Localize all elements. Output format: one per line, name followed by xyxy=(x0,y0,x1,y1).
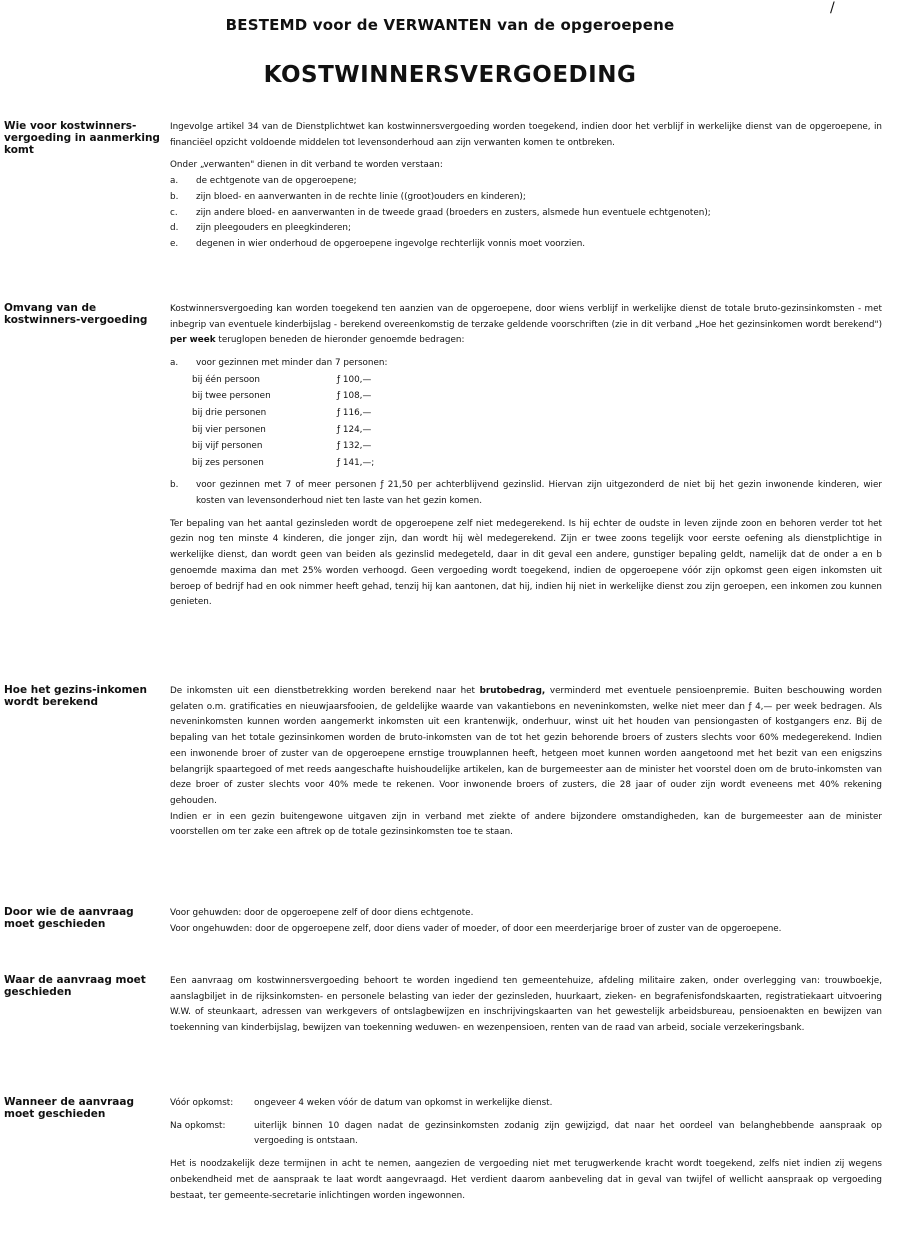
list-item: a. voor gezinnen met minder dan 7 personen: xyxy=(170,358,388,369)
paragraph: Indien er in een gezin buitengewone uitgaven zijn in verband met ziekte of andere bijzondere omstandigheden, kan de burgemeester aan de minister voorstellen om ter zake een aftrek op de totale gezinsinkomsten toe te staan. xyxy=(170,811,882,838)
term-label: Na opkomst: xyxy=(170,1120,226,1131)
term-row xyxy=(170,1096,882,1112)
paragraph: Het is noodzakelijk deze termijnen in acht te nemen, aangezien de vergoeding niet met terugwerkende kracht wordt toegekend, zelfs niet indien zij wegens onbekendheid met de aanspraak te laat wordt aangevraagd. Het verdient daarom aanbeveling dat in geval van twijfel of wellicht aanspraak op vergoeding bestaat, ter gemeente-secretarie inlichtingen worden ingewonnen. xyxy=(170,1159,882,1201)
term-text: uiterlijk binnen 10 dagen nadat de gezinsinkomsten zodanig zijn gewijzigd, dat naar het oordeel van belanghebbende aanspraak op vergoeding is ontstaan. xyxy=(254,1120,882,1147)
list-item: e. degenen in wier onderhoud de opgeroepene ingevolge rechterlijk vonnis moet voorzien. xyxy=(170,238,586,249)
page-title: KOSTWINNERSVERGOEDING xyxy=(263,62,637,88)
list-item: b. zijn bloed- en aanverwanten in de rechte linie ((groot)ouders en kinderen); xyxy=(170,191,526,202)
amount-row: bij vier personen ƒ 124,— xyxy=(192,424,372,435)
list-item: b. voor gezinnen met 7 of meer personen ƒ 21,50 per achterblijvend gezinslid. Hiervan zijn uitgezonderd de niet bij het gezin inwonende kinderen, wier kosten van levensonderhoud niet ten laste van het gezin komen. xyxy=(170,480,882,507)
term-row xyxy=(170,1119,882,1150)
paragraph: Ingevolge artikel 34 van de Dienstplichtwet kan kostwinnersvergoeding worden toegekend, indien door het verblijf in werkelijke dienst van de opgeroepene, in financiëel opzicht voldoende middelen tot levensonderhoud aan zijn verwanten komen te ontbreken. xyxy=(170,122,882,148)
paragraph: Een aanvraag om kostwinnersvergoeding behoort te worden ingediend ten gemeentehuize, afdeling militaire zaken, onder overlegging van: trouwboekje, aanslagbiljet in de rijksinkomsten- en personele belasting van ieder der gezinsleden, huurkaart, zieken- en begrafenisfondskaarten, registratiekaart uitvoering W.W. of steunkaart, adressen van werkgevers of ontslagbewijzen en inschrijvingskaarten van het gewestelijk arbeidsbureau, pensioenakten en bewijzen van toekenning van kinderbijslag, bewijzen van toekenning weduwen- en wezenpensioen, renten van de raad van arbeid, sociale verzekeringsbank. xyxy=(170,976,882,1034)
section-label-omvang: Omvang van de kostwinners-vergoeding xyxy=(4,302,148,326)
verwanten-list xyxy=(170,174,882,253)
term-text: ongeveer 4 weken vóór de datum van opkomst in werkelijke dienst. xyxy=(254,1098,553,1108)
corner-mark: / xyxy=(830,0,835,16)
amount-row: bij zes personen ƒ 141,—; xyxy=(192,457,375,468)
paragraph: Voor gehuwden: door de opgeroepene zelf of door diens echtgenote. xyxy=(170,908,474,918)
section-label-wie: Wie voor kostwinners-vergoeding in aanmerking komt xyxy=(4,120,160,156)
section-content-wanneer xyxy=(170,1096,882,1204)
list-item: c. zijn andere bloed- en aanverwanten in de tweede graad (broeders en zusters, alsmede hun eventuele echtgenoten); xyxy=(170,207,711,218)
amounts-table xyxy=(192,372,882,472)
list-item: d. zijn pleegouders en pleegkinderen; xyxy=(170,223,351,234)
page-subtitle: BESTEMD voor de VERWANTEN van de opgeroepene xyxy=(225,16,675,34)
amount-row: bij vijf personen ƒ 132,— xyxy=(192,441,372,452)
list-item: a. de echtgenote van de opgeroepene; xyxy=(170,176,357,187)
amount-row: bij twee personen ƒ 108,— xyxy=(192,391,372,402)
section-label-waar: Waar de aanvraag moet geschieden xyxy=(4,974,146,998)
paragraph: Onder „verwanten" dienen in dit verband te worden verstaan: xyxy=(170,160,443,171)
section-content-omvang xyxy=(170,302,882,611)
section-label-door: Door wie de aanvraag moet geschieden xyxy=(4,906,134,930)
paragraph: Voor ongehuwden: door de opgeroepene zelf, door diens vader of moeder, of door een meerderjarige broer of zuster van de opgeroepene. xyxy=(170,923,782,934)
amount-row: bij drie personen ƒ 116,— xyxy=(192,408,372,418)
section-content-wie xyxy=(170,120,882,253)
paragraph: Ter bepaling van het aantal gezinsleden wordt de opgeroepene zelf niet medegerekend. Is hij echter de oudste in leven zijnde zoon en behoren verder tot het gezin nog ten minste 4 kinderen, die jonger zijn, dan wordt hij wèl medegerekend. Zijn er twee zoons tegelijk voor eerste oefening als dienstplichtige in werkelijke dienst, dan wordt geen van beiden als gezinslid medegeteld, daar in dit geval een andere, gunstiger bepaling geldt, namelijk dat de onder a en b genoemde maxima dan met 25% worden verhoogd. Geen vergoeding wordt toegekend, indien de opgeroepene vóór zijn opkomst geen eigen inkomsten uit beroep of bedrijf had en ook nimmer heeft gehad, tenzij hij kan aantonen, dat hij, indien hij niet in werkelijke dienst zou zijn geroepen, een inkomen zou kunnen genieten. xyxy=(170,518,882,608)
term-label: Vóór opkomst: xyxy=(170,1098,234,1108)
section-label-wanneer: Wanneer de aanvraag moet geschieden xyxy=(4,1096,134,1120)
amount-list xyxy=(170,356,882,372)
paragraph: Kostwinnersvergoeding kan worden toegekend ten aanzien van de opgeroepene, door wiens verblijf in werkelijke dienst de totale bruto-gezinsinkomsten - met inbegrip van eventuele kinderbijslag - berekend overeenkomstig de terzake geldende voorschriften (zie in dit verband „Hoe het gezinsinkomen wordt berekend") per week teruglopen beneden de hieronder genoemde bedragen: xyxy=(170,304,882,346)
amount-list-b xyxy=(170,478,882,509)
section-content-hoe xyxy=(170,684,882,841)
section-content-door xyxy=(170,906,882,937)
section-label-hoe: Hoe het gezins-inkomen wordt berekend xyxy=(4,684,148,708)
paragraph: De inkomsten uit een dienstbetrekking worden berekend naar het brutobedrag, verminderd met eventuele pensioenpremie. Buiten beschouwing worden gelaten o.m. gratificaties en nieuwjaarsfooien, de geldelijke waarde van vakantiebons en neveninkomsten, welke niet meer dan ƒ 4,— per week bedragen. Als neveninkomsten kunnen worden aangemerkt inkomsten uit een krantenwijk, onderhuur, winst uit het houden van pensiongasten of kostgangers enz. Bij de bepaling van het totale gezinsinkomen worden de bruto-inkomsten van de tot het gezin behorende broers of zusters slechts voor 60% medegerekend. Indien een inwonende broer of zuster van de opgeroepene ernstige trouwplannen heeft, hetgeen moet kunnen worden aangetoond met het bezit van een enigszins belangrijk spaartegoed of met reeds aangeschafte huishoudelijke artikelen, kan de burgemeester aan de minister het voorstel doen om de bruto-inkomsten van deze broer of zuster slechts voor 40% mede te rekenen. Voor inwonende broers of zusters, die 28 jaar of ouder zijn wordt eveneens met 40% rekening gehouden. xyxy=(170,686,882,806)
section-content-waar xyxy=(170,974,882,1037)
amount-row: bij één persoon ƒ 100,— xyxy=(192,374,372,385)
